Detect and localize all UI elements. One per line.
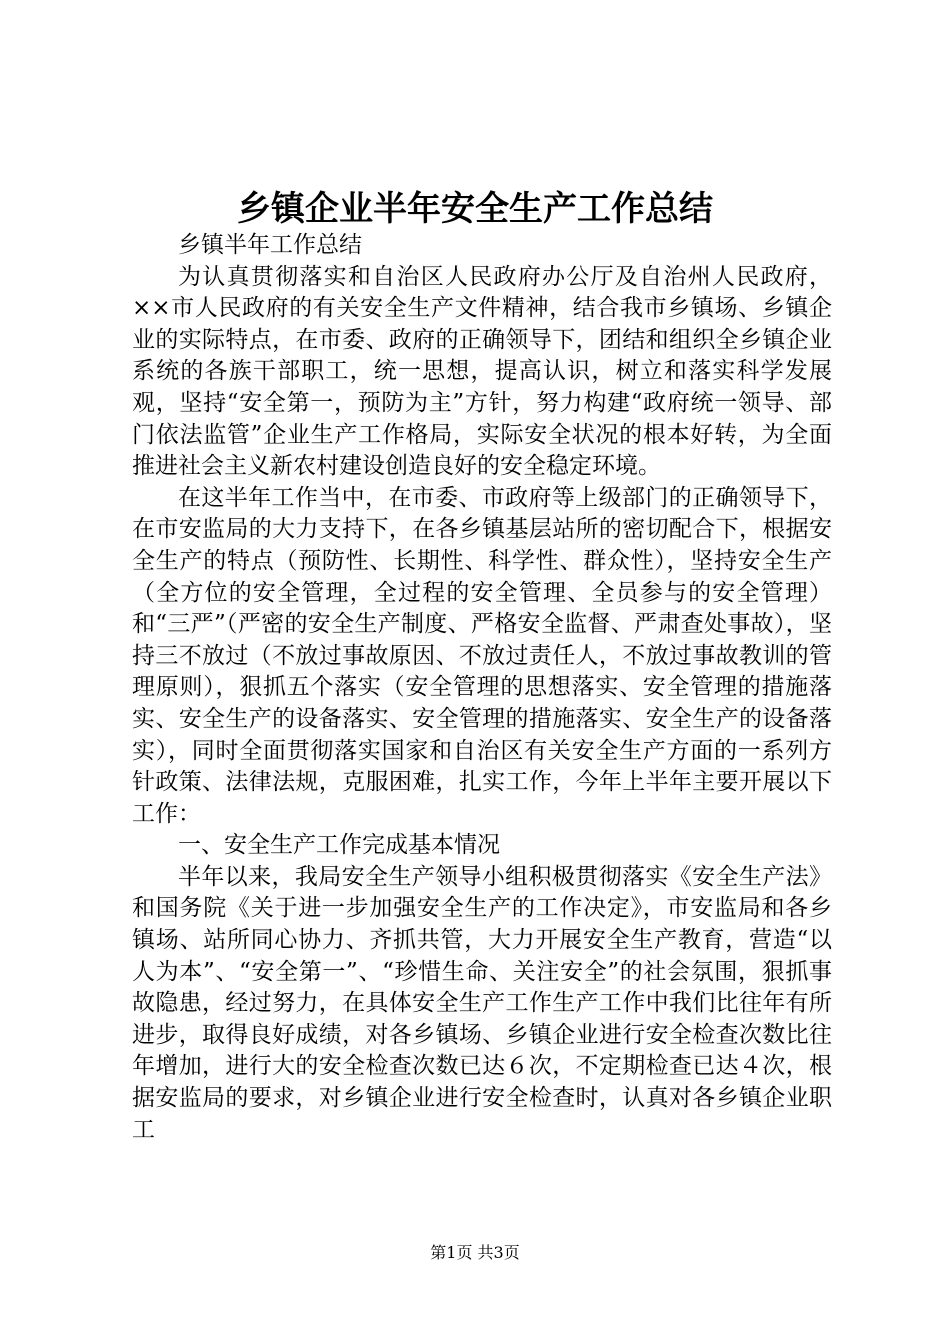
paragraph: 为认真贯彻落实和自治区人民政府办公厅及自治州人民政府，××市人民政府的有关安全生产文件精神，结合我市乡镇场、乡镇企业的实际特点，在市委、政府的正确领导下，团结和组织全乡镇企业系统的各族干部职工，统一思想，提高认识，树立和落实科学发展观，坚持“安全第一，预防为主”方针，努力构建“政府统一领导、部门依法监管”企业生产工作格局，实际安全状况的根本好转，为全面推进社会主义新农村建设创造良好的安全稳定环境。 [132, 263, 832, 480]
paragraph: 在这半年工作当中，在市委、市政府等上级部门的正确领导下，在市安监局的大力支持下，在各乡镇基层站所的密切配合下，根据安全生产的特点（预防性、长期性、科学性、群众性），坚持安全生产（全方位的安全管理，全过程的安全管理、全员参与的安全管理）和“三严”（严密的安全生产制度、严格安全监督、严肃查处事故），坚持三不放过（不放过事故原因、不放过责任人，不放过事故教训的管理原则），狠抓五个落实（安全管理的思想落实、安全管理的措施落实、安全生产的设备落实、安全管理的措施落实、安全生产的设备落实），同时全面贯彻落实国家和自治区有关安全生产方面的一系列方针政策、法律法规，克服困难，扎实工作，今年上半年主要开展以下工作： [132, 484, 832, 827]
paragraph: 半年以来，我局安全生产领导小组积极贯彻落实《安全生产法》和国务院《关于进一步加强安全生产的工作决定》，市安监局和各乡镇场、站所同心协力、齐抓共管，大力开展安全生产教育，营造“以人为本”、“安全第一”、“珍惜生命、关注安全”的社会氛围，狠抓事故隐患，经过努力，在具体安全生产工作生产工作中我们比往年有所进步，取得良好成绩，对各乡镇场、乡镇企业进行安全检查次数比往年增加，进行大的安全检查次数已达６次，不定期检查已达４次，根据安监局的要求，对乡镇企业进行安全检查时，认真对各乡镇企业职工 [132, 863, 832, 1143]
document-title: 乡镇企业半年安全生产工作总结 [237, 189, 713, 229]
paragraph: 乡镇半年工作总结 [178, 232, 362, 258]
document-body [132, 230, 832, 1146]
page-footer: 第1页 共3页 [430, 1243, 520, 1262]
section-heading: 一、安全生产工作完成基本情况 [178, 832, 500, 859]
